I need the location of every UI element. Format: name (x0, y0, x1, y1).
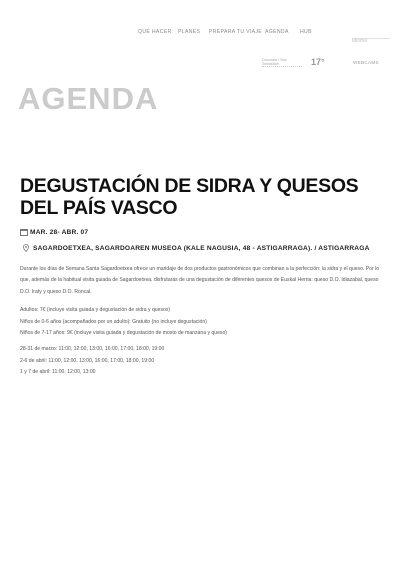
location-pin-icon (20, 244, 32, 252)
main-nav (0, 29, 400, 41)
price-children-0-6: Niños de 0-6 años (acompañados por un adulto): Gratuito (no incluye degustación) (20, 318, 207, 325)
nav-item-que-hacer[interactable]: QUÉ HACER (138, 29, 172, 35)
event-location-row (20, 244, 370, 252)
weather-temperature: 17° (311, 57, 325, 67)
schedule-april-1-7: 1 y 7 de abril: 11:00, 12:00, 13:00 (20, 369, 96, 376)
nav-item-agenda[interactable]: AGENDA (265, 29, 289, 35)
schedule-march: 28-31 de marzo: 11:00, 12:00, 13:00, 16:00, 17:00, 18:00, 19:00 (20, 346, 165, 353)
nav-item-hub[interactable]: HUB (300, 29, 312, 35)
weather-location[interactable]: Donostia / San Sebastián (262, 58, 302, 67)
language-search (352, 29, 390, 39)
nav-item-prepara-tu-viaje[interactable]: PREPARA TU VIAJE (209, 29, 263, 35)
search-input[interactable] (352, 37, 390, 45)
calendar-icon (20, 229, 28, 236)
page-title: AGENDA (18, 81, 159, 116)
price-children-7-17: Niños de 7-17 años: 9€ (incluye visita guiada y degustación de mosto de manzana y queso) (20, 330, 227, 337)
weather-widget (262, 58, 382, 72)
nav-item-planes[interactable]: PLANES (178, 29, 201, 35)
event-description (20, 264, 382, 379)
schedule-april-2-6: 2-6 de abril: 11:00, 12:00, 13:00, 16:00, 17:00, 18:00, 19:00 (20, 357, 155, 364)
event-date: MAR. 28- ABR. 07 (30, 229, 89, 236)
price-adults: Adultos: 7€ (incluye visita guiada y degustación de sidra y quesos) (20, 307, 171, 314)
event-title: DEGUSTACIÓN DE SIDRA Y QUESOS DEL PAÍS VASCO (20, 175, 359, 219)
webcams-link[interactable]: WEBCAMS (353, 60, 379, 65)
event-date-row (20, 229, 88, 236)
event-location[interactable]: SAGARDOETXEA, SAGARDOAREN MUSEOA (KALE NAGUSIA, 48 - ASTIGARRAGA). / ASTIGARRAGA (33, 244, 370, 252)
description-paragraph: Durante los días de Semana Santa Sagardoetxea ofrece un maridaje de dos productos gastronómicos que combinan a la perfección: la sidra y el queso. Por lo que, además de la habitual visita guiada de Sagardoetxea, disfrutarás de una degustación de diferentes quesos de Euskal Herria: queso D.O. Idiazabal, queso D.O. Iraty y queso D.O. Roncal. (20, 266, 380, 295)
